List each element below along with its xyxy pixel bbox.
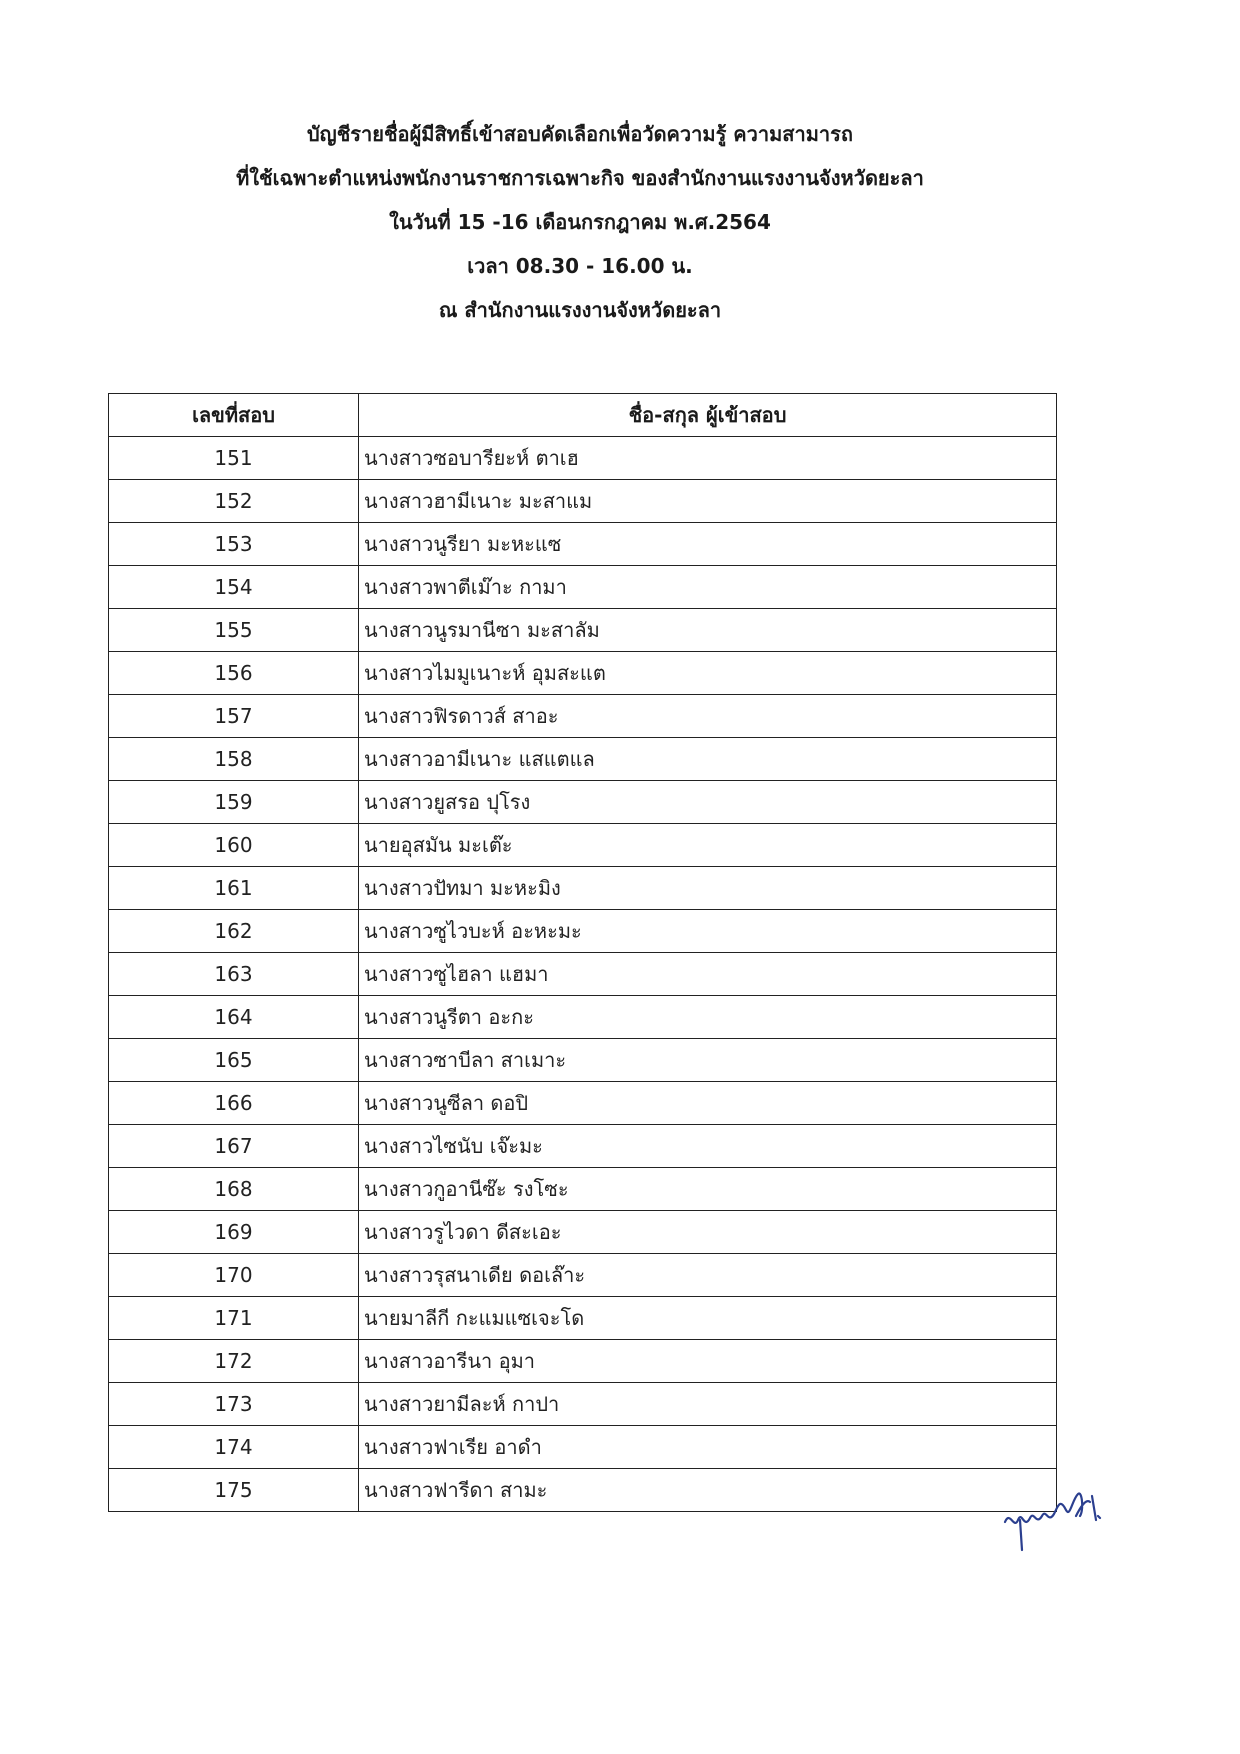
- table-row: [109, 566, 1057, 609]
- table-row: [109, 953, 1057, 996]
- candidate-name-cell: นายมาลีกี กะแมแซเจะโด: [359, 1297, 1057, 1340]
- table-row: [109, 1469, 1057, 1512]
- table-row: [109, 1340, 1057, 1383]
- candidate-name-cell: นางสาวอารีนา อุมา: [359, 1340, 1057, 1383]
- table-row: [109, 1211, 1057, 1254]
- header-date-line: ในวันที่ 15 -16 เดือนกรกฎาคม พ.ศ.2564: [389, 210, 771, 234]
- table-row: [109, 781, 1057, 824]
- exam-number-cell: 173: [109, 1383, 359, 1426]
- exam-number-cell: 166: [109, 1082, 359, 1125]
- exam-number-cell: 161: [109, 867, 359, 910]
- exam-number-cell: 152: [109, 480, 359, 523]
- candidate-name-cell: นางสาวอามีเนาะ แสแตแล: [359, 738, 1057, 781]
- exam-number-cell: 175: [109, 1469, 359, 1512]
- exam-number-cell: 153: [109, 523, 359, 566]
- table-row: [109, 1168, 1057, 1211]
- exam-number-cell: 167: [109, 1125, 359, 1168]
- exam-number-cell: 165: [109, 1039, 359, 1082]
- exam-number-cell: 168: [109, 1168, 359, 1211]
- exam-number-cell: 156: [109, 652, 359, 695]
- candidate-name-cell: นางสาวฮามีเนาะ มะสาแม: [359, 480, 1057, 523]
- candidate-name-cell: นางสาวไซนับ เจ๊ะมะ: [359, 1125, 1057, 1168]
- exam-number-cell: 172: [109, 1340, 359, 1383]
- table-row: [109, 652, 1057, 695]
- table-row: [109, 824, 1057, 867]
- candidate-name-cell: นางสาวยามีละห์ กาปา: [359, 1383, 1057, 1426]
- document-header: [0, 112, 1160, 332]
- candidate-name-cell: นางสาวพาตีเม๊าะ กามา: [359, 566, 1057, 609]
- candidate-name-cell: นางสาวไมมูเนาะห์ อุมสะแต: [359, 652, 1057, 695]
- exam-number-cell: 154: [109, 566, 359, 609]
- exam-number-cell: 159: [109, 781, 359, 824]
- candidate-name-cell: นางสาวปัทมา มะหะมิง: [359, 867, 1057, 910]
- header-title-line-1: บัญชีรายชื่อผู้มีสิทธิ์เข้าสอบคัดเลือกเพื่อวัดความรู้ ความสามารถ: [306, 122, 854, 146]
- header-location-line: ณ สำนักงานแรงงานจังหวัดยะลา: [438, 298, 722, 322]
- candidate-name-cell: นางสาวซอบารียะห์ ตาเฮ: [359, 437, 1057, 480]
- candidate-name-cell: นางสาวยูสรอ ปุโรง: [359, 781, 1057, 824]
- header-time-line: เวลา 08.30 - 16.00 น.: [467, 254, 693, 278]
- candidate-name-cell: นายอุสมัน มะเต๊ะ: [359, 824, 1057, 867]
- candidate-name-cell: นางสาวรูไวดา ดีสะเอะ: [359, 1211, 1057, 1254]
- header-title-line-2: ที่ใช้เฉพาะตำแหน่งพนักงานราชการเฉพาะกิจ ของสำนักงานแรงงานจังหวัดยะลา: [236, 166, 924, 190]
- table-row: [109, 867, 1057, 910]
- table-row: [109, 1383, 1057, 1426]
- table-body: [109, 437, 1057, 1512]
- exam-number-cell: 170: [109, 1254, 359, 1297]
- table-row: [109, 1297, 1057, 1340]
- candidate-name-cell: นางสาวนูรีตา อะกะ: [359, 996, 1057, 1039]
- candidate-name-cell: นางสาวซูไวบะห์ อะหะมะ: [359, 910, 1057, 953]
- exam-number-cell: 171: [109, 1297, 359, 1340]
- table-row: [109, 437, 1057, 480]
- exam-number-cell: 151: [109, 437, 359, 480]
- candidate-name-cell: นางสาวนูรมานีซา มะสาลัม: [359, 609, 1057, 652]
- table-row: [109, 1426, 1057, 1469]
- table-row: [109, 695, 1057, 738]
- table-row: [109, 910, 1057, 953]
- exam-number-cell: 162: [109, 910, 359, 953]
- candidate-name-cell: นางสาวซูไฮลา แฮมา: [359, 953, 1057, 996]
- candidate-name-cell: นางสาวนูซีลา ดอปิ: [359, 1082, 1057, 1125]
- exam-number-cell: 158: [109, 738, 359, 781]
- table-row: [109, 738, 1057, 781]
- table-row: [109, 1125, 1057, 1168]
- exam-number-cell: 164: [109, 996, 359, 1039]
- candidate-name-cell: นางสาวนูรียา มะหะแซ: [359, 523, 1057, 566]
- candidate-table: [108, 393, 1057, 1512]
- table-row: [109, 1254, 1057, 1297]
- candidate-name-cell: นางสาวกูอานีซ๊ะ รงโซะ: [359, 1168, 1057, 1211]
- table-row: [109, 480, 1057, 523]
- exam-number-cell: 160: [109, 824, 359, 867]
- candidate-name-cell: นางสาวรุสนาเดีย ดอเล๊าะ: [359, 1254, 1057, 1297]
- candidate-name-cell: นางสาวฟาเรีย อาดำ: [359, 1426, 1057, 1469]
- table-header-row: [109, 394, 1057, 437]
- table-row: [109, 1082, 1057, 1125]
- column-header-exam-number: เลขที่สอบ: [109, 394, 359, 437]
- exam-number-cell: 155: [109, 609, 359, 652]
- table-row: [109, 996, 1057, 1039]
- candidate-name-cell: นางสาวฟารีดา สามะ: [359, 1469, 1057, 1512]
- handwritten-signature: [1000, 1480, 1120, 1560]
- exam-number-cell: 174: [109, 1426, 359, 1469]
- exam-number-cell: 157: [109, 695, 359, 738]
- exam-number-cell: 169: [109, 1211, 359, 1254]
- exam-number-cell: 163: [109, 953, 359, 996]
- column-header-candidate-name: ชื่อ-สกุล ผู้เข้าสอบ: [359, 394, 1057, 437]
- table-row: [109, 1039, 1057, 1082]
- table-row: [109, 609, 1057, 652]
- candidate-name-cell: นางสาวซาบีลา สาเมาะ: [359, 1039, 1057, 1082]
- table-row: [109, 523, 1057, 566]
- candidate-name-cell: นางสาวฟิรดาวส์ สาอะ: [359, 695, 1057, 738]
